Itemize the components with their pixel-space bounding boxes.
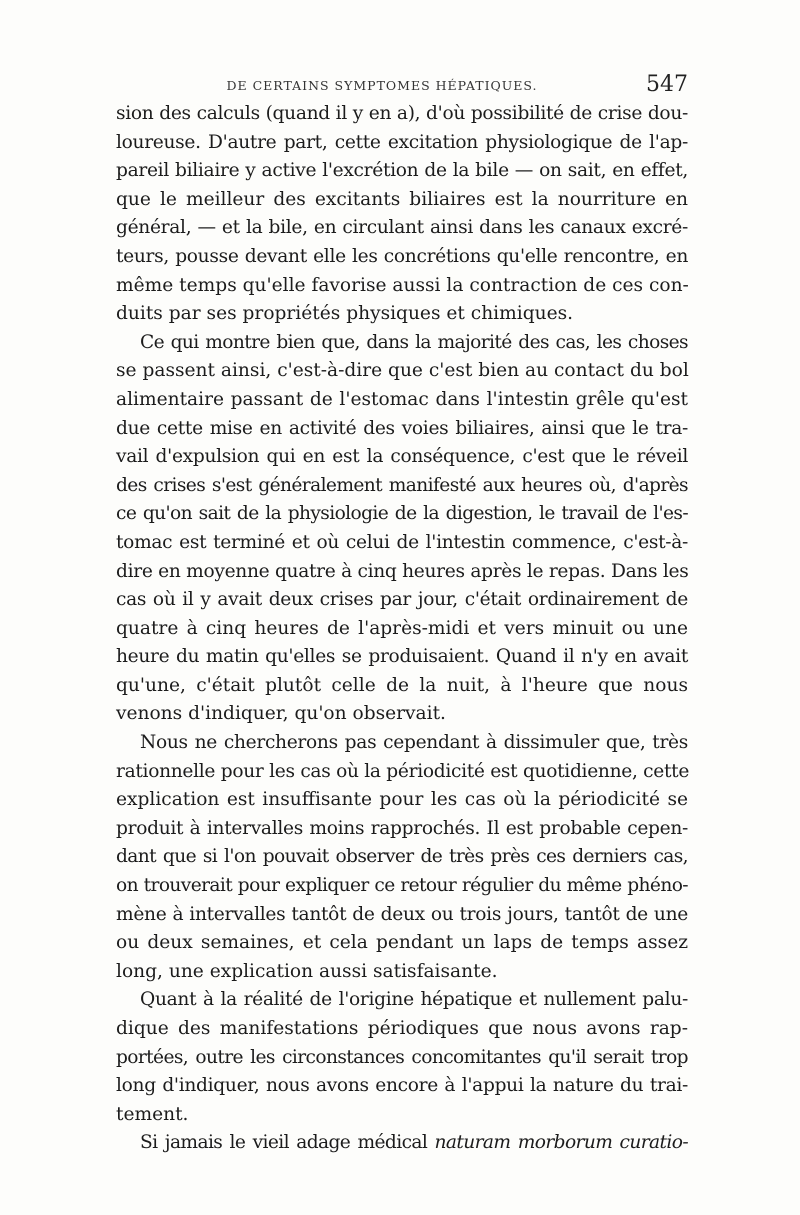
text-line: Quant à la réalité de l'origine hépatique et nullement palu- <box>140 989 688 1011</box>
text-line: long d'indiquer, nous avons encore à l'appui la nature du trai- <box>116 1075 688 1097</box>
text-line: rationnelle pour les cas où la périodicité est quotidienne, cette <box>116 760 690 782</box>
running-head <box>116 72 688 100</box>
page-number: 547 <box>646 72 688 97</box>
paragraph <box>116 1129 688 1158</box>
text-line: teurs, pousse devant elle les concrétions qu'elle rencontre, en <box>116 245 688 267</box>
text-line: explication est insuffisante pour les cas où la périodicité se <box>116 789 688 811</box>
text-line: ce qu'on sait de la physiologie de la digestion, le travail de l'es- <box>116 503 688 525</box>
text-line: dique des manifestations périodiques que nous avons rap- <box>116 1018 688 1039</box>
text-line: produit à intervalles moins rapprochés. Il est probable cepen- <box>116 817 688 839</box>
text-line: due cette mise en activité des voies biliaires, ainsi que le tra- <box>116 417 688 439</box>
text-line: heure du matin qu'elles se produisaient. Quand il n'y en avait <box>116 646 688 668</box>
text-line: ou deux semaines, et cela pendant un laps de temps assez <box>116 932 688 954</box>
text-line-with-italic <box>116 1129 688 1158</box>
text-line: pareil biliaire y active l'excrétion de la bile — on sait, en effet, <box>116 160 688 182</box>
running-title: DE CERTAINS SYMPTOMES HÉPATIQUES. <box>226 78 538 93</box>
text-line: alimentaire passant de l'estomac dans l'intestin grêle qu'est <box>116 388 688 410</box>
text-line: duits par ses propriétés physiques et chimiques. <box>116 303 574 325</box>
text-line: loureuse. D'autre part, cette excitation physiologique de l'ap- <box>116 131 688 153</box>
text-line: Ce qui montre bien que, dans la majorité des cas, les choses <box>140 331 688 353</box>
text-line: se passent ainsi, c'est-à-dire que c'est bien au contact du bol <box>116 360 689 382</box>
text-line: qu'une, c'était plutôt celle de la nuit, à l'heure que nous <box>116 674 688 696</box>
text-line: dire en moyenne quatre à cinq heures après le repas. Dans les <box>116 560 689 582</box>
text-line: dant que si l'on pouvait observer de très près ces derniers cas, <box>116 846 688 868</box>
text-line: tement. <box>116 1103 189 1125</box>
text-line: long, une explication aussi satisfaisante. <box>116 960 498 982</box>
text-line: on trouverait pour expliquer ce retour régulier du même phéno- <box>116 875 688 897</box>
text-line: même temps qu'elle favorise aussi la contraction de ces con- <box>116 274 689 296</box>
paragraph <box>116 729 688 986</box>
text-line: que le meilleur des excitants biliaires est la nourriture en <box>116 188 688 210</box>
text-line: général, — et la bile, en circulant ainsi dans les canaux excré- <box>116 217 688 239</box>
text-line: tomac est terminé et où celui de l'intestin commence, c'est-à- <box>116 531 688 553</box>
text-line: cas où il y avait deux crises par jour, c'était ordinairement de <box>116 589 688 611</box>
text-line: des crises s'est généralement manifesté aux heures où, d'après <box>116 474 688 496</box>
text-line: venons d'indiquer, qu'on observait. <box>116 703 446 725</box>
text-line: sion des calculs (quand il y en a), d'où possibilité de crise dou- <box>116 103 688 124</box>
paragraph <box>116 986 688 1129</box>
text-line: quatre à cinq heures de l'après-midi et vers minuit ou une <box>116 617 688 639</box>
italic-phrase: naturam morborum curatio- <box>434 1132 688 1154</box>
paragraph <box>116 100 688 329</box>
text-line: mène à intervalles tantôt de deux ou trois jours, tantôt de une <box>116 903 688 925</box>
body-text <box>116 100 688 1158</box>
text-line: vail d'expulsion qui en est la conséquence, c'est que le réveil <box>116 446 688 468</box>
paragraph <box>116 329 688 729</box>
text-line: Nous ne chercherons pas cependant à dissimuler que, très <box>140 732 688 754</box>
text-span: Si jamais le vieil adage médical <box>140 1132 428 1154</box>
text-line: portées, outre les circonstances concomitantes qu'il serait trop <box>116 1046 688 1068</box>
